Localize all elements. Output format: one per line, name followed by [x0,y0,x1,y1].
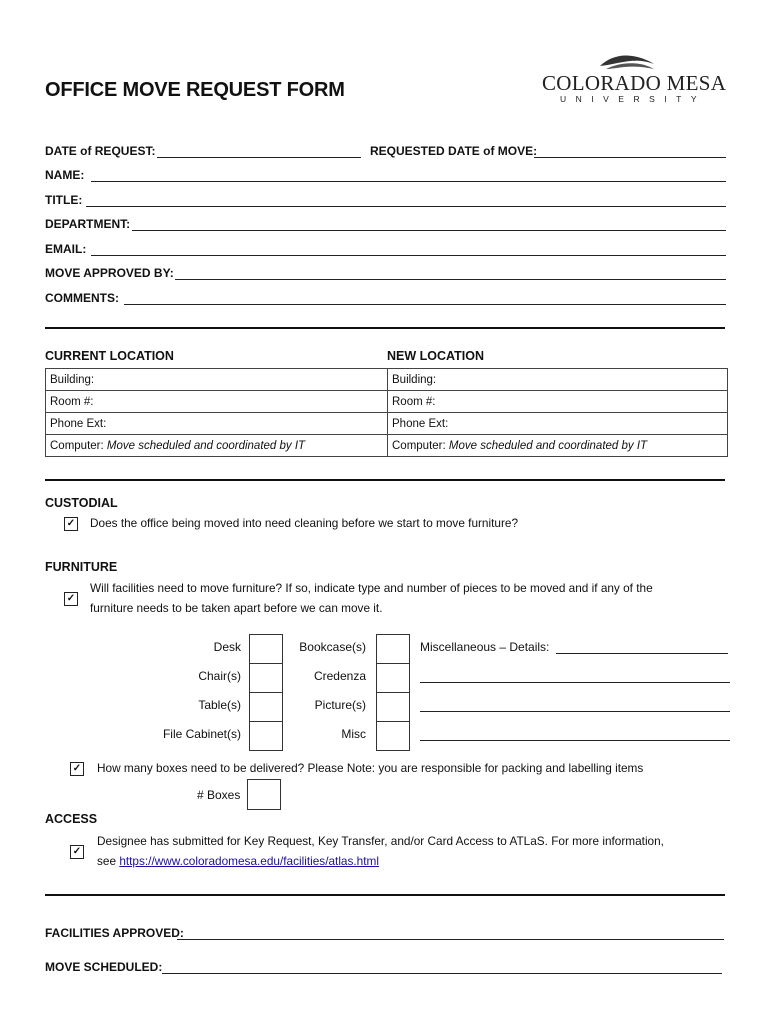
access-line1: Designee has submitted for Key Request, Key Transfer, and/or Card Access to ATLaS. For more information, [97,834,664,848]
misc-count-box[interactable] [376,721,410,751]
computer-label: Computer: [50,439,104,452]
access-see: see [97,854,117,868]
file-cabinets-label: File Cabinet(s) [162,727,241,741]
divider [45,479,725,481]
custodial-heading: CUSTODIAL [45,496,118,510]
misc-details-field[interactable] [556,653,728,654]
mesa-logo-icon [598,52,656,72]
current-location-heading: CURRENT LOCATION [45,349,174,363]
access-line2 [97,851,379,871]
date-of-request-field[interactable] [157,157,361,158]
access-heading: ACCESS [45,812,98,826]
new-location-heading: NEW LOCATION [387,349,484,363]
table-row [46,391,728,413]
pictures-count-box[interactable] [376,692,410,722]
location-table [45,368,728,457]
move-scheduled-label: MOVE SCHEDULED: [45,960,163,974]
move-scheduled-field[interactable] [162,973,722,974]
divider [45,327,725,329]
custodial-checkbox[interactable] [64,517,78,531]
facilities-approved-field[interactable] [177,939,724,940]
current-phone-cell[interactable]: Phone Ext: [46,413,388,435]
computer-note: Move scheduled and coordinated by IT [106,439,306,452]
logo-name: COLORADO MESA [542,71,727,95]
move-approved-by-field[interactable] [175,279,726,280]
check-icon: ✓ [72,763,82,774]
furniture-question-line1: Will facilities need to move furniture? If so, indicate type and number of pieces to be moved and if any of the [90,581,653,595]
requested-date-label: REQUESTED DATE of MOVE: [370,144,538,158]
new-computer-cell [388,435,728,457]
misc-details-line[interactable] [420,682,730,683]
misc-details-label: Miscellaneous – Details: [420,640,550,654]
title-field[interactable] [86,206,726,207]
email-label: EMAIL: [45,242,87,256]
table-row [46,435,728,457]
facilities-approved-label: FACILITIES APPROVED: [45,926,184,940]
chairs-label: Chair(s) [198,669,241,683]
current-computer-cell [46,435,388,457]
name-field[interactable] [91,181,726,182]
atlas-link[interactable]: https://www.coloradomesa.edu/facilities/atlas.html [119,854,379,868]
custodial-question: Does the office being moved into need cleaning before we start to move furniture? [90,516,519,530]
misc-details-line[interactable] [420,740,730,741]
bookcases-label: Bookcase(s) [299,640,366,654]
comments-label: COMMENTS: [45,291,119,305]
boxes-label: # Boxes [197,788,241,802]
tables-label: Table(s) [198,698,241,712]
boxes-checkbox[interactable] [70,762,84,776]
misc-label: Misc [341,727,366,741]
check-icon: ✓ [72,846,82,857]
bookcases-count-box[interactable] [376,634,410,664]
current-room-cell[interactable]: Room #: [46,391,388,413]
current-building-cell[interactable]: Building: [46,369,388,391]
check-icon: ✓ [66,518,76,529]
department-label: DEPARTMENT: [45,217,131,231]
furniture-question-line2: furniture needs to be taken apart before we can move it. [90,601,383,615]
pictures-label: Picture(s) [314,698,366,712]
table-row [46,369,728,391]
requested-date-field[interactable] [534,157,726,158]
check-icon: ✓ [66,593,76,604]
form-title: OFFICE MOVE REQUEST FORM [45,79,345,101]
name-label: NAME: [45,168,85,182]
date-of-request-label: DATE of REQUEST: [45,144,156,158]
new-phone-cell[interactable]: Phone Ext: [388,413,728,435]
desk-label: Desk [213,640,241,654]
move-approved-by-label: MOVE APPROVED BY: [45,266,174,280]
university-logo [540,52,727,107]
furniture-heading: FURNITURE [45,560,118,574]
new-building-cell[interactable]: Building: [388,369,728,391]
table-row [46,413,728,435]
credenza-count-box[interactable] [376,663,410,693]
computer-label: Computer: [392,439,446,452]
logo-university: UNIVERSITY [560,94,707,104]
email-field[interactable] [91,255,726,256]
boxes-count-box[interactable] [247,779,281,810]
access-checkbox[interactable] [70,845,84,859]
boxes-question: How many boxes need to be delivered? Please Note: you are responsible for packing and labelling items [97,761,644,775]
credenza-label: Credenza [313,669,366,683]
divider [45,894,725,896]
new-room-cell[interactable]: Room #: [388,391,728,413]
furniture-checkbox[interactable] [64,592,78,606]
misc-details-line[interactable] [420,711,730,712]
department-field[interactable] [132,230,726,231]
title-label: TITLE: [45,193,83,207]
comments-field[interactable] [124,304,726,305]
computer-note: Move scheduled and coordinated by IT [448,439,648,452]
